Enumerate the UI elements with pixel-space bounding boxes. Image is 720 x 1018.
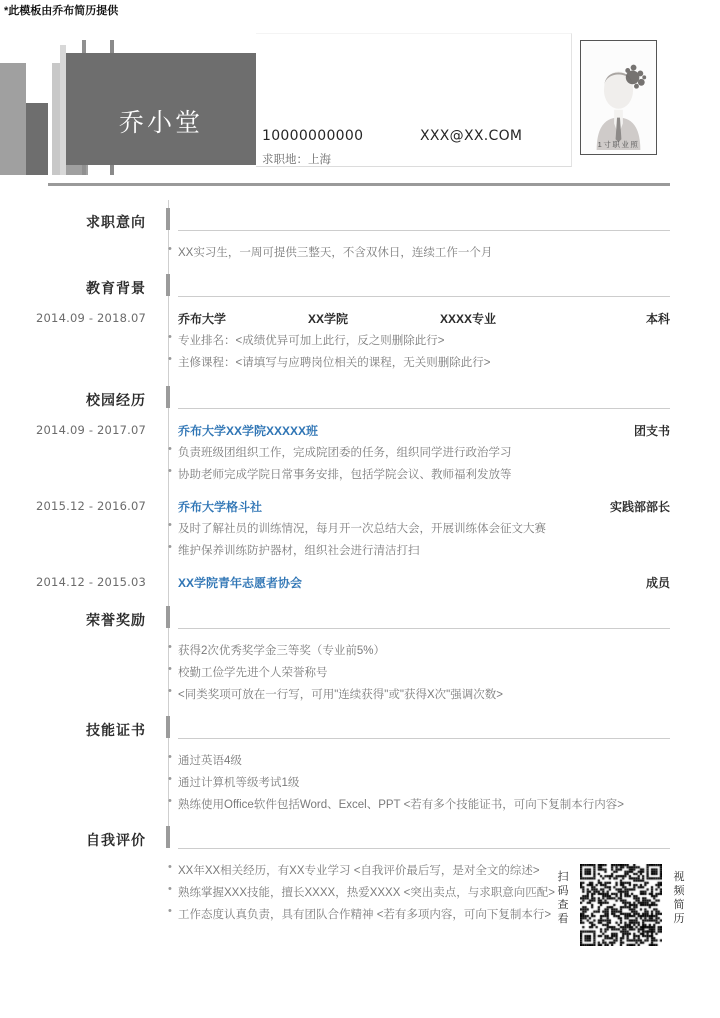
section-tick-honors-awards — [166, 606, 170, 628]
entry-organization: 乔布大学XX学院XXXXX班 — [178, 424, 319, 438]
entry-department: XX学院 — [308, 312, 349, 326]
job-location: 求职地：上海 — [262, 154, 331, 166]
decoration-bar-2 — [52, 63, 60, 175]
entry-role: 成员 — [645, 576, 670, 590]
photo-caption: 1寸职业照 — [597, 140, 640, 149]
section-tick-campus-experience — [166, 386, 170, 408]
bullet-campus-experience-1-0: • 及时了解社员的训练情况，每月开一次总结大会，开展训练体会征文大赛 — [178, 520, 546, 536]
entry-row-campus-experience-2 — [178, 574, 670, 590]
section-rule-self-evaluation — [178, 848, 670, 849]
section-label-self-evaluation: 自我评价 — [86, 832, 146, 848]
header-divider — [48, 183, 670, 186]
entry-date-campus-experience-2: 2014.12 - 2015.03 — [36, 575, 146, 589]
candidate-name: 乔小堂 — [118, 108, 203, 137]
decoration-bar-1 — [26, 103, 48, 175]
name-banner — [66, 53, 256, 165]
section-tick-self-evaluation — [166, 826, 170, 848]
person-portrait-icon — [585, 45, 652, 150]
bullet-job-intention-0: • XX实习生，一周可提供三整天，不含双休日，连续工作一个月 — [178, 244, 492, 260]
section-label-campus-experience: 校园经历 — [86, 392, 146, 408]
entry-date-education-0: 2014.09 - 2018.07 — [36, 311, 146, 325]
entry-organization: XX学院青年志愿者协会 — [178, 576, 303, 590]
section-tick-job-intention — [166, 208, 170, 230]
section-rule-job-intention — [178, 230, 670, 231]
bullet-education-0-1: • 主修课程：<请填写与应聘岗位相关的课程，无关则删除此行> — [178, 354, 490, 370]
bullet-self-evaluation-2: • 工作态度认真负责，具有团队合作精神 <若有多项内容，可向下复制本行> — [178, 906, 551, 922]
bullet-honors-awards-1: • 校勤工俭学先进个人荣誉称号 — [178, 664, 328, 680]
bullet-honors-awards-0: • 获得2次优秀奖学金三等奖（专业前5%） — [178, 642, 385, 658]
section-rule-skills-certificates — [178, 738, 670, 739]
resume-header — [0, 25, 720, 175]
bullet-self-evaluation-0: • XX年XX相关经历，有XX专业学习 <自我评价最后写，是对全文的综述> — [178, 862, 540, 878]
section-label-education: 教育背景 — [86, 280, 146, 296]
entry-date-campus-experience-1: 2015.12 - 2016.07 — [36, 499, 146, 513]
entry-role: 实践部部长 — [609, 500, 670, 514]
entry-row-campus-experience-0 — [178, 422, 670, 438]
bullet-skills-certificates-0: • 通过英语4级 — [178, 752, 242, 768]
bullet-campus-experience-1-1: • 维护保养训练防护器材，组织社会进行清洁打扫 — [178, 542, 420, 558]
bullet-self-evaluation-1: • 熟练掌握XXX技能，擅长XXXX，热爱XXXX <突出卖点，与求职意向匹配> — [178, 884, 555, 900]
bullet-education-0-0: • 专业排名：<成绩优异可加上此行，反之则删除此行> — [178, 332, 444, 348]
profile-photo — [580, 40, 657, 155]
bullet-skills-certificates-1: • 通过计算机等级考试1级 — [178, 774, 299, 790]
contact-line — [262, 128, 572, 148]
entry-row-campus-experience-1 — [178, 498, 670, 514]
entry-major: XXXX专业 — [440, 312, 497, 326]
template-watermark: *此模板由乔布简历提供 — [4, 5, 119, 17]
entry-date-campus-experience-0: 2014.09 - 2017.07 — [36, 423, 146, 437]
section-rule-education — [178, 296, 670, 297]
entry-organization: 乔布大学 — [178, 312, 227, 326]
qr-right-label: 视频简历 — [673, 871, 685, 925]
portrait-svg — [585, 45, 652, 150]
qr-left-label: 扫码查看 — [557, 871, 569, 925]
bullet-campus-experience-0-0: • 负责班级团组织工作，完成院团委的任务，组织同学进行政治学习 — [178, 444, 512, 460]
bullet-honors-awards-2: • <同类奖项可放在一行写，可用"连续获得"或"获得X次"强调次数> — [178, 686, 503, 702]
contact-info-box — [256, 33, 572, 167]
section-rule-honors-awards — [178, 628, 670, 629]
email-address: XXX@XX.COM — [420, 128, 523, 144]
phone-number: 10000000000 — [262, 128, 364, 144]
qr-code-icon[interactable] — [580, 864, 662, 946]
section-label-skills-certificates: 技能证书 — [86, 722, 146, 738]
entry-role: 团支书 — [633, 424, 670, 438]
entry-organization: 乔布大学格斗社 — [178, 500, 263, 514]
section-label-job-intention: 求职意向 — [86, 214, 146, 230]
section-rule-campus-experience — [178, 408, 670, 409]
section-tick-skills-certificates — [166, 716, 170, 738]
entry-role: 本科 — [645, 312, 670, 326]
bullet-campus-experience-0-1: • 协助老师完成学院日常事务安排，包括学院会议、教师福利发放等 — [178, 466, 512, 482]
decoration-bar-0 — [0, 63, 26, 175]
section-tick-education — [166, 274, 170, 296]
entry-row-education-0 — [178, 310, 670, 326]
video-resume-qr-block — [556, 864, 686, 956]
section-label-honors-awards: 荣誉奖励 — [86, 612, 146, 628]
bullet-skills-certificates-2: • 熟练使用Office软件包括Word、Excel、PPT <若有多个技能证书，可向下复制本行内容> — [178, 796, 624, 812]
